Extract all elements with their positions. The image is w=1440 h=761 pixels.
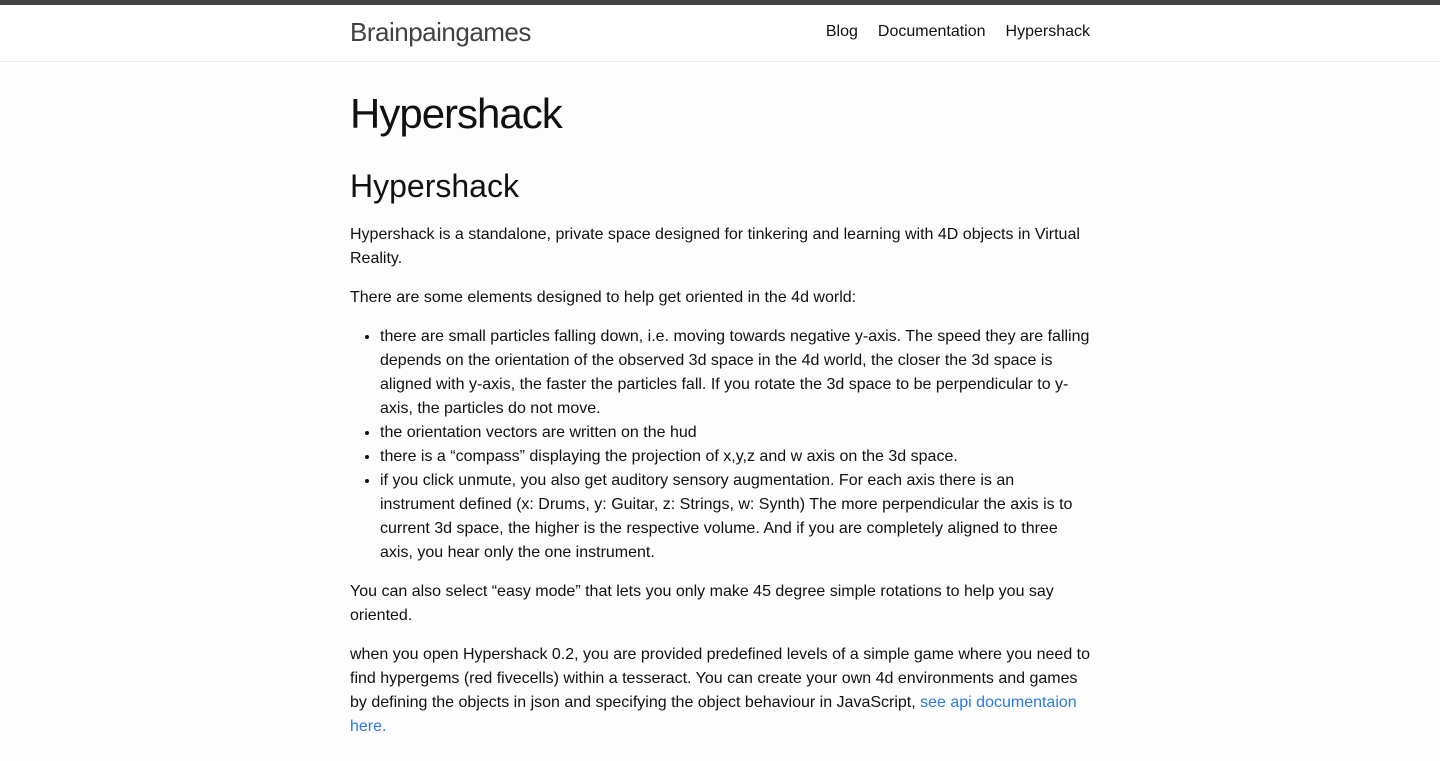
nav-link-blog[interactable]: Blog <box>825 23 858 40</box>
easy-mode-paragraph: You can also select “easy mode” that lets you only make 45 degree simple rotations to help you say oriented. <box>350 583 1054 624</box>
page-title: Hypershack <box>350 90 562 137</box>
list-item: • there are small particles falling down, i.e. moving towards negative y-axis. The speed they are falling depends on the orientation of the observed 3d space in the 4d world, the closer the 3d space is aligned with y-axis, the faster the particles fall. If you rotate the 3d space to be perpendicular to y-axis, the particles do not move. <box>380 325 1090 421</box>
section-heading: Hypershack <box>350 168 519 204</box>
list-item: • if you click unmute, you also get auditory sensory augmentation. For each axis there is an instrument defined (x: Drums, y: Guitar, z: Strings, w: Synth) The more perpendicular the axis is to current 3d space, the higher is the respective volume. And if you are completely aligned to three axis, you hear only the one instrument. <box>380 469 1090 565</box>
levels-paragraph-text: when you open Hypershack 0.2, you are provided predefined levels of a simple game where you need to find hypergems (red fivecells) within a tesseract. You can create your own 4d environments and games by defining the objects in json and specifying the object behaviour in JavaScript, <box>350 646 1091 711</box>
orientation-elements-list <box>350 325 1090 565</box>
site-nav <box>826 22 1090 42</box>
list-item: • the orientation vectors are written on the hud <box>380 421 1090 445</box>
intro-paragraph: Hypershack is a standalone, private space designed for tinkering and learning with 4D objects in Virtual Reality. <box>350 226 1080 267</box>
levels-paragraph <box>350 643 1090 739</box>
nav-link-hypershack[interactable]: Hypershack <box>1005 23 1090 40</box>
site-title-link[interactable]: Brainpaingames <box>350 17 531 47</box>
elements-intro-paragraph: There are some elements designed to help get oriented in the 4d world: <box>350 289 857 306</box>
nav-link-documentation[interactable]: Documentation <box>877 23 986 40</box>
page-content <box>350 90 1090 739</box>
list-item: • there is a “compass” displaying the projection of x,y,z and w axis on the 3d space. <box>380 445 1090 469</box>
site-header <box>0 5 1440 62</box>
api-documentation-link[interactable]: see api documentaion here. <box>350 694 1077 735</box>
